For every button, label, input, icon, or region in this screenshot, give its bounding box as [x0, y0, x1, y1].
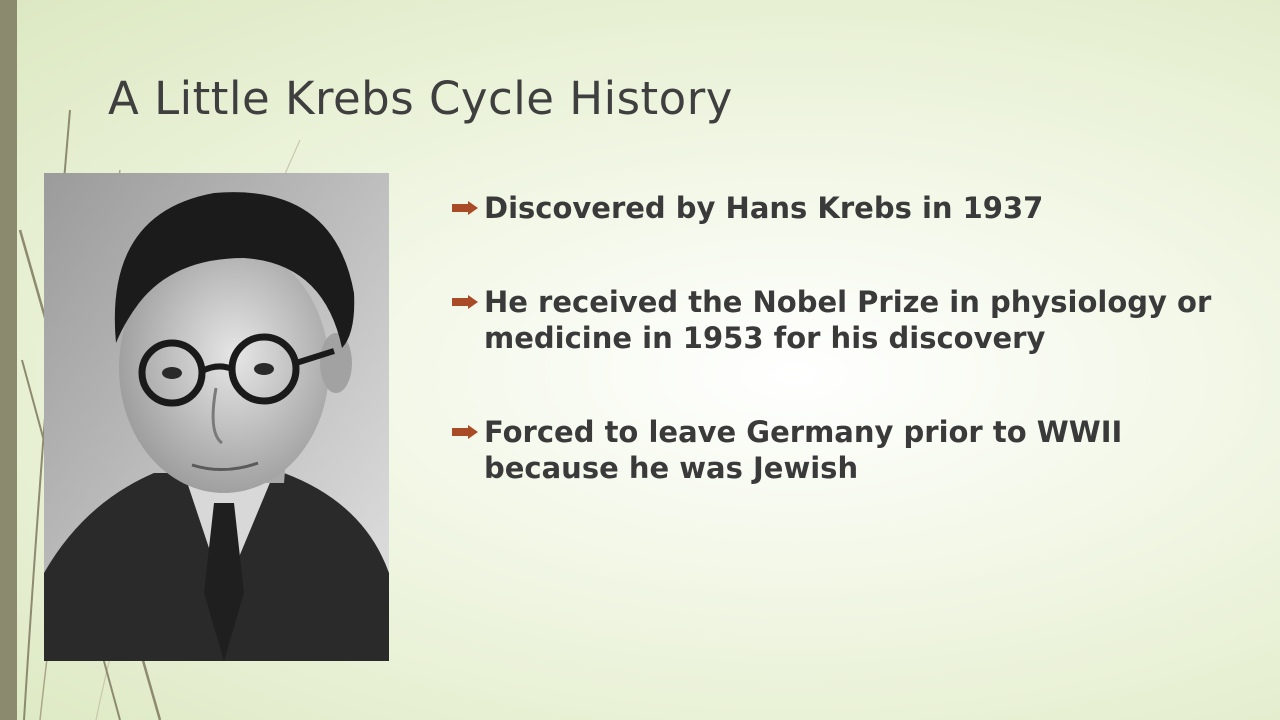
slide-title: A Little Krebs Cycle History — [108, 72, 733, 125]
bullet-item — [452, 414, 1242, 486]
bullet-item — [452, 190, 1242, 226]
bullet-item — [452, 284, 1242, 356]
bullet-list — [452, 190, 1242, 486]
bullet-text: He received the Nobel Prize in physiology or medicine in 1953 for his discovery — [484, 285, 1212, 355]
arrow-right-icon — [452, 201, 478, 215]
bullet-text: Discovered by Hans Krebs in 1937 — [484, 191, 1044, 225]
arrow-right-icon — [452, 295, 478, 309]
arrow-right-icon — [452, 425, 478, 439]
bullet-text: Forced to leave Germany prior to WWII because he was Jewish — [484, 415, 1123, 485]
portrait-photo — [44, 173, 389, 661]
